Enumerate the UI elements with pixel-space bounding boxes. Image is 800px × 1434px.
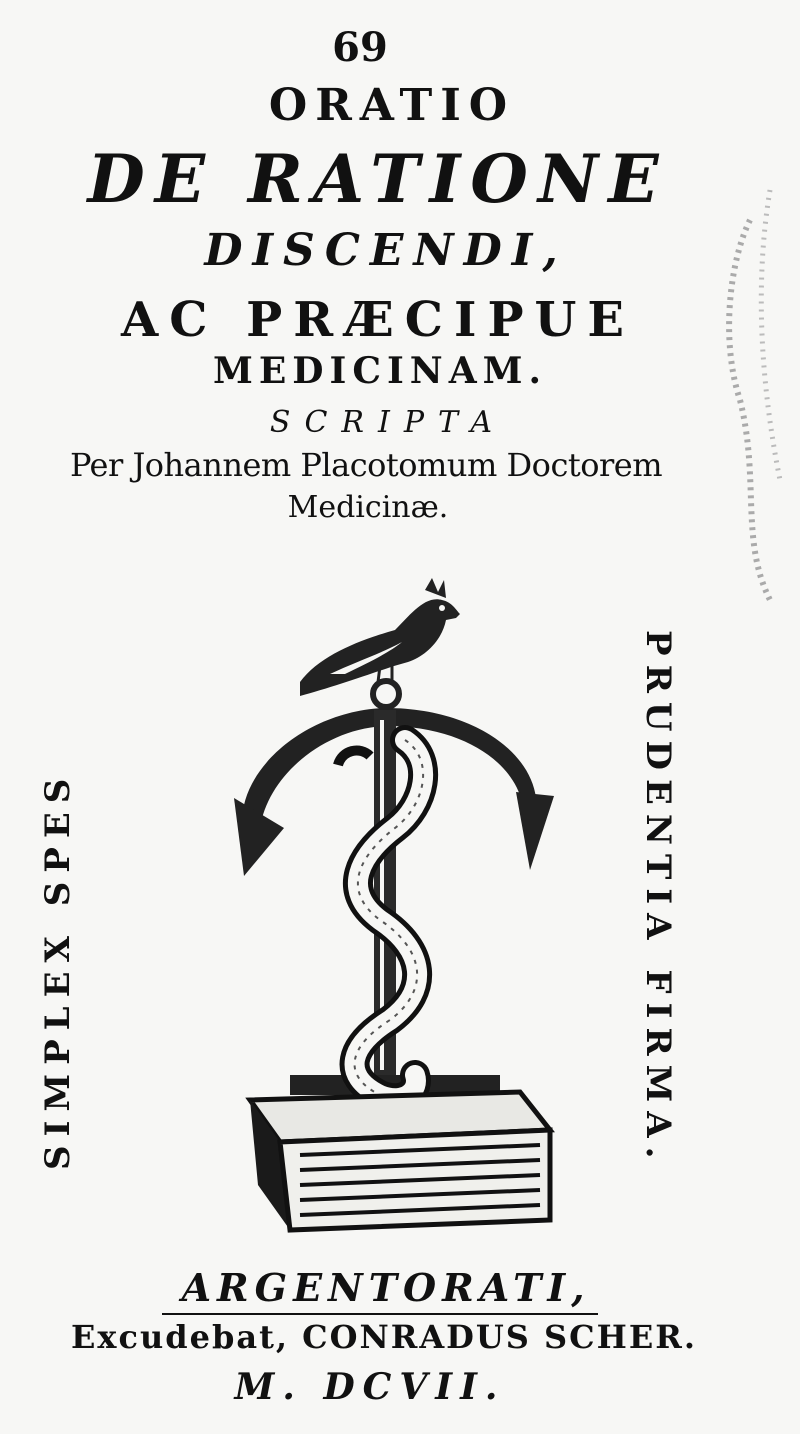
- title-line-5: MEDICINAM.: [212, 350, 548, 392]
- imprint-place: ARGENTORATI,: [181, 1265, 591, 1310]
- imprint-date: M. DCVII.: [234, 1366, 506, 1408]
- printers-device-woodcut: [220, 570, 580, 1240]
- title-line-1: ORATIO: [268, 80, 516, 131]
- scripta-label: SCRIPTA: [269, 405, 507, 440]
- stone-block: [250, 1092, 550, 1230]
- anchor: [234, 708, 554, 1095]
- imprint-printer: Excudebat, CONRADUS SCHER.: [71, 1318, 697, 1356]
- title-line-4: AC PRÆCIPUE: [121, 292, 635, 348]
- bird-figure: [300, 578, 460, 696]
- adjacent-page-bleed: [710, 180, 800, 620]
- author-line-continued: Medicinæ.: [287, 490, 449, 525]
- motto-right: PRUDENTIA FIRMA.: [638, 630, 678, 1168]
- ring: [373, 681, 399, 707]
- author-line: Per Johannem Placotomum Doctorem: [69, 446, 663, 484]
- imprint-rule: [162, 1313, 598, 1315]
- title-line-2: DE RATIONE: [87, 140, 669, 218]
- motto-left: SIMPLEX SPES: [38, 769, 78, 1170]
- page-number: 69: [332, 24, 388, 71]
- title-line-3: DISCENDI,: [204, 225, 568, 276]
